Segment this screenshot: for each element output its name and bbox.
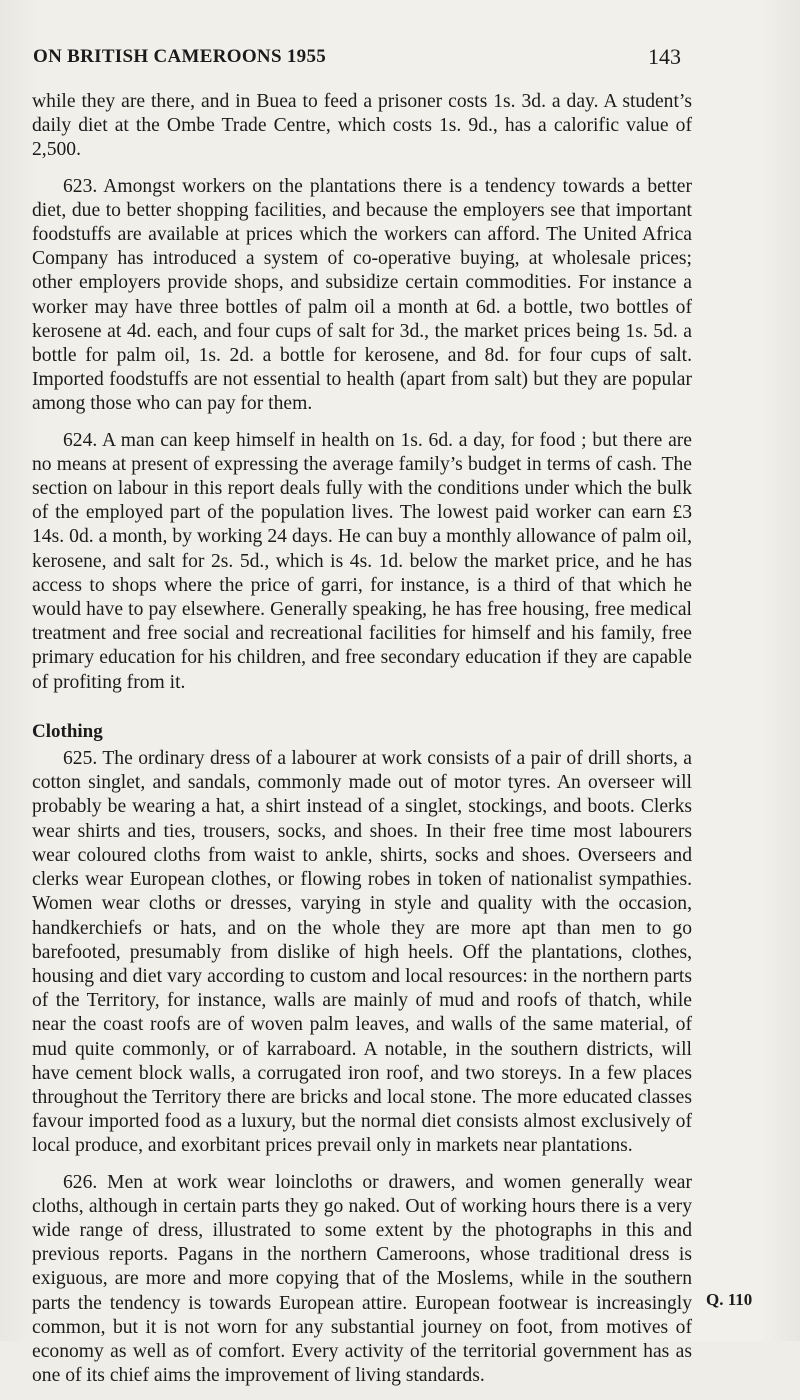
body-text [32,90,692,1400]
running-header [33,44,681,74]
section-heading-clothing: Clothing [32,720,103,742]
paragraph-624: 624. A man can keep himself in health on 1s. 6d. a day, for food ; but there are no means at present of expressing the average family’s budget in terms of cash. The section on labour in this report deals fully with the conditions under which the bulk of the employed part of the population lives. The lowest paid worker can earn £3 14s. 0d. a month, by working 24 days. He can buy a monthly allowance of palm oil, kerosene, and salt for 2s. 5d., which is 4s. 1d. below the market price, and he has access to shops where the price of garri, for instance, is a third of that which he would have to pay elsewhere. Generally speaking, he has free housing, free medical treatment and free social and recreational facilities for himself and his family, free primary education for his children, and free secondary education if they are capable of profiting from it. [32,429,692,693]
margin-reference-note: Q. 110 [706,1290,753,1309]
paragraph-625: 625. The ordinary dress of a labourer at work consists of a pair of drill shorts, a cotton singlet, and sandals, commonly made out of motor tyres. An overseer will probably be wearing a hat, a shirt instead of a singlet, stockings, and boots. Clerks wear shirts and ties, trousers, socks, and shoes. In their free time most labourers wear coloured cloths from waist to ankle, shirts, socks and shoes. Overseers and clerks wear European clothes, or flowing robes in token of nationalist sympathies. Women wear cloths or dresses, varying in style and quality with the occasion, handkerchiefs or hats, and on the whole they are more apt than men to go barefooted, presumably from dislike of high heels. Off the plantations, clothes, housing and diet vary according to custom and local resources: in the northern parts of the Territory, for instance, walls are mainly of mud and roofs of thatch, while near the coast roofs are of woven palm leaves, and walls of the same material, of mud quite commonly, or of karraboard. A notable, in the southern districts, will have cement block walls, a corrugated iron roof, and two storeys. In a few places throughout the Territory there are bricks and local stone. The more educated classes favour imported food as a luxury, but the normal diet consists almost exclusively of local produce, and exorbitant prices prevail only in markets near plantations. [32,748,692,1157]
page-number: 143 [648,44,681,69]
paragraph-continuation: while they are there, and in Buea to feed a prisoner costs 1s. 3d. a day. A student’s daily diet at the Ombe Trade Centre, which costs 1s. 9d., has a calorific value of 2,500. [32,91,692,161]
paragraph-623: 623. Amongst workers on the plantations there is a tendency towards a better diet, due to better shopping facilities, and because the employers see that important foodstuffs are available at prices which the workers can afford. The United Africa Company has introduced a system of co-operative buying, at wholesale prices; other employers provide shops, and subsidize certain commodities. For instance a worker may have three bottles of palm oil a month at 6d. a bottle, two bottles of kerosene at 4d. each, and four cups of salt for 3d., the market prices being 1s. 5d. a bottle for palm oil, 1s. 2d. a bottle for kerosene, and 8d. for four cups of salt. Imported foodstuffs are not essential to health (apart from salt) but they are popular among those who can pay for them. [32,175,692,415]
paragraph-626: 626. Men at work wear loincloths or drawers, and women generally wear cloths, although in certain parts they go naked. Out of working hours there is a very wide range of dress, illustrated to some extent by the photographs in this and previous reports. Pagans in the northern Cameroons, whose traditional dress is exiguous, are more and more copying that of the Moslems, while in the southern parts the tendency is towards European attire. European footwear is increasingly common, but it is not worn for any substantial journey on foot, from motives of economy as well as of comfort. Every activity of the territorial government has as one of its chief aims the improvement of living standards. [32,1171,692,1387]
running-title: ON BRITISH CAMEROONS 1955 [33,46,327,67]
